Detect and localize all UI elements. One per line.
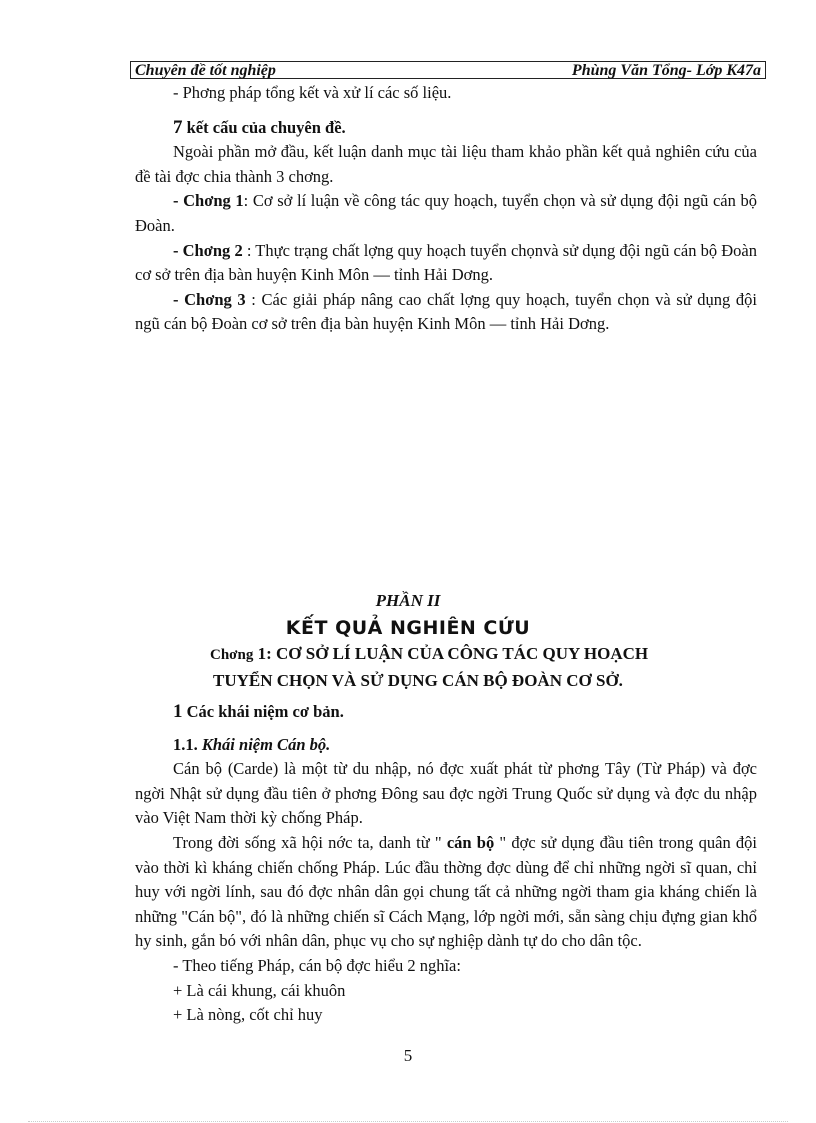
paragraph-carde: Cán bộ (Carde) là một từ du nhập, nó đợc xuất phát từ phơng Tây (Từ Pháp) và đợc ngời Nhật sử dụng đầu tiên ở phơng Đông sau đợc ngời Trung Quốc sử dụng và đợc du nhập vào Việt Nam thời kỳ chống Pháp.	[135, 759, 757, 828]
chapter-heading-line1	[210, 641, 810, 668]
section7-number: 7	[173, 116, 183, 138]
section7-heading	[135, 116, 757, 141]
section1-heading	[135, 700, 757, 725]
paragraph-social-life-a: Trong đời sống xã hội nớc ta, danh từ "	[173, 832, 447, 852]
subsection-heading	[135, 733, 757, 758]
chapter2-prefix: - Chơng 2	[173, 240, 243, 260]
meaning-item-2: + Là nòng, cốt chỉ huy	[173, 1005, 323, 1025]
section1-block	[135, 700, 757, 1028]
footer-divider	[28, 1121, 788, 1122]
intro-block	[135, 81, 757, 337]
subsection-title: Khái niệm Cán bộ.	[197, 734, 331, 754]
method-line: - Phơng pháp tổng kết và xử lí các số liệu.	[173, 83, 452, 102]
chapter-title-line2: TUYỂN CHỌN VÀ SỬ DỤNG CÁN BỘ ĐOÀN CƠ SỞ.	[213, 671, 623, 690]
section1-title: Các khái niệm cơ bản.	[182, 702, 344, 721]
chapter-title-line1: 1: CƠ SỞ LÍ LUẬN CỦA CÔNG TÁC QUY HOẠCH	[253, 644, 649, 663]
header-left: Chuyên đề tốt nghiệp	[135, 62, 276, 79]
part-title: KẾT QUẢ NGHIÊN CỨU	[285, 617, 531, 639]
chapter3-line	[135, 288, 757, 337]
term-can-bo: cán bộ	[446, 832, 495, 852]
page-header	[130, 61, 766, 79]
chapter-word: Chơng	[210, 647, 254, 663]
paragraph-social-life	[135, 831, 757, 954]
chapter1-text: : Cơ sở lí luận về công tác quy hoạch, tuyển chọn và sử dụng đội ngũ cán bộ Đoàn.	[135, 191, 757, 235]
chapter2-line	[135, 239, 757, 288]
french-meaning-line: - Theo tiếng Pháp, cán bộ đợc hiểu 2 nghĩa:	[173, 955, 461, 975]
chapter2-text: : Thực trạng chất lợng quy hoạch tuyển chọnvà sử dụng đội ngũ cán bộ Đoàn cơ sở trên địa bàn huyện Kinh Môn — tỉnh Hải Dơng.	[135, 240, 757, 285]
page-number: 5	[403, 1046, 413, 1065]
chapter3-text: : Các giải pháp nâng cao chất lợng quy hoạch, tuyển chọn và sử dụng đội ngũ cán bộ Đoàn cơ sở trên địa bàn huyện Kinh Môn — tỉnh Hải Dơng.	[135, 289, 757, 334]
section1-number: 1	[173, 701, 183, 722]
chapter-heading	[210, 641, 810, 693]
meaning-item-1: + Là cái khung, cái khuôn	[173, 980, 346, 1000]
part-label: PHẦN II	[375, 591, 441, 610]
chapter1-prefix: - Chơng 1	[173, 191, 244, 211]
subsection-number: 1.1.	[173, 734, 198, 754]
paragraph-social-life-b: " đợc sử dụng đầu tiên trong quân đội vào thời kì kháng chiến chống Pháp. Lúc đầu thờng đợc dùng để chỉ những ngời sĩ quan, chỉ huy với ngời lính, sau đó đợc nhân dân gọi chung tất cả những ngời tham gia kháng chiến là những "Cán bộ", đó là những chiến sĩ Cách Mạng, lớp ngời mới, sẵn sàng chịu đựng gian khổ hy sinh, gắn bó với nhân dân, phục vụ cho sự nghiệp dành tự do cho dân tộc.	[135, 832, 757, 951]
section7-title: kết cấu của chuyên đề.	[182, 117, 346, 137]
header-right: Phùng Văn Tổng- Lớp K47a	[571, 62, 761, 79]
chapter3-prefix: - Chơng 3	[173, 289, 246, 309]
chapter1-line	[135, 189, 757, 238]
section7-paragraph: Ngoài phần mở đầu, kết luận danh mục tài liệu tham khảo phần kết quả nghiên cứu của đề tài đợc chia thành 3 chơng.	[135, 142, 757, 186]
